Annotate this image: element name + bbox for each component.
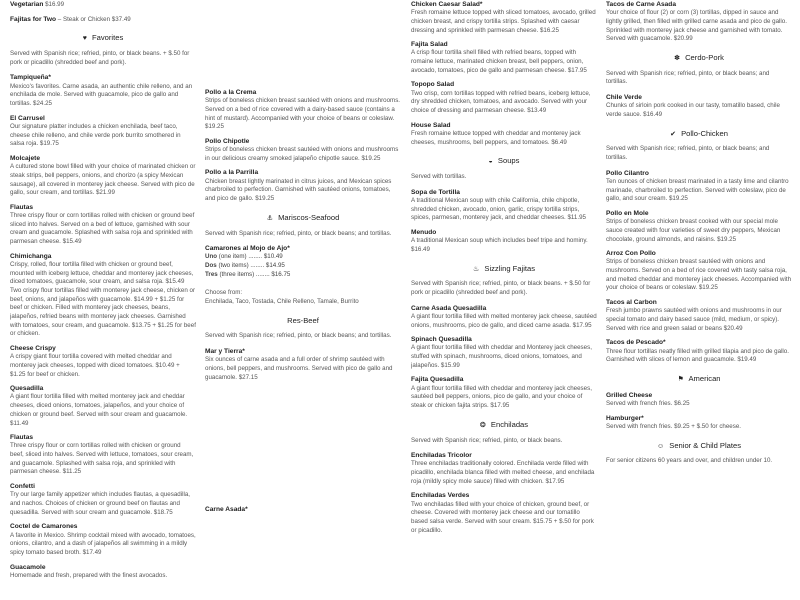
- item-name: Fajita Salad: [411, 41, 448, 49]
- pig-icon: ✽: [674, 54, 680, 62]
- item-name: Tacos de Carne Asada: [606, 1, 676, 8]
- item-name: Pollo Chipotle: [205, 137, 250, 145]
- item-desc: Ten ounces of chicken breast marinated in a tasty lime and cilantro marinade, charbroiled to perfection. Served with coleslaw, pico de gallo, and sour cream. $19.25: [606, 177, 789, 203]
- item-desc: Try our large family appetizer which includes flautas, a quesadilla, and nachos. Choices of chicken or ground beef on flautas and quesadilla. Served with sour cream and guacamole. $18.75: [10, 491, 190, 516]
- section-header-pollo: [606, 129, 792, 140]
- item-name: Pollo Cilantro: [606, 169, 649, 177]
- item-name: Grilled Cheese: [606, 391, 653, 399]
- section-header-enchiladas: [411, 420, 597, 431]
- item-name: Carne Asada*: [205, 506, 248, 514]
- item-name: Pollo a la Crema: [205, 89, 257, 96]
- item-name: Fajitas for Two: [10, 15, 57, 23]
- bowl-icon: ◒: [488, 158, 493, 166]
- item-desc: Crispy, rolled, flour tortilla filled with chicken or ground beef, mounted with iceberg lettuce, cheddar and monterey jack cheeses, diced tomatoes, guacamole, sour cream, and salsa roja. $15.49 Two crispy flour tortillas filled with monterey jack cheese, chicken or beef, onions, and jalapeños with guacamole. $14.99 + $1.25 for beef or chicken. Filled with monterey jack cheeses, beans, jalapeños, refried beans with monterey jack cheeses. Garnished with tomatoes, sour cream, and guacamole. $13.75 + $1.25 for beef or chicken.: [10, 260, 196, 338]
- check-icon: ✔: [670, 130, 676, 138]
- item-desc: A crispy giant flour tortilla covered with melted cheddar and monterey jack cheeses, topped with diced tomatoes. $10.49 + $1.25 for beef or chicken.: [10, 353, 180, 378]
- item-name: Chimichanga: [10, 252, 52, 260]
- menu-column-4: [606, 0, 792, 600]
- item-desc: Our signature platter includes a chicken enchilada, beef taco, cheese chile relleno, and chile verde pork burrito smothered in salsa roja. $19.75: [10, 122, 181, 148]
- section-header-mariscos: [205, 213, 401, 224]
- item-desc: Three flour tortillas neatly filled with grilled tilapia and pico de gallo. Garnished with slices of lemon and guacamole. $19.49: [606, 347, 789, 364]
- section-note: For senior citizens 60 years and over, and children under 10.: [606, 457, 773, 465]
- section-header-american: [606, 374, 792, 385]
- menu-column-2: [205, 0, 401, 600]
- menu-item: [205, 244, 401, 307]
- item-name: Coctel de Camarones: [10, 523, 78, 531]
- item-desc: Three enchiladas traditionally colored. Enchilada verde filled with picadillo, enchilada blanca filled with melted cheese, and enchilada roja (mildly spicy mole sauce) filled with chicken. $17.95: [411, 460, 595, 485]
- anchor-icon: ⚓: [266, 214, 273, 222]
- item-name: Pollo en Mole: [606, 209, 649, 217]
- item-desc: A crisp flour tortilla shell filled with refried beans, topped with romaine lettuce, marinated chicken breast, bell peppers, onion, avocado, tomatoes, pico de gallo and parmesan cheese. $17.95: [411, 49, 587, 74]
- section-note: Served with Spanish rice; refried, pinto, or black beans. + $.50 for pork or picadillo (shredded beef and pork).: [10, 50, 190, 66]
- item-desc: A cultured stone bowl filled with your choice of marinated chicken or steak strips, bell peppers, onions, and chorizo (a spicy Mexican sausage), all covered in monterey jack cheese. Served with pico de gallo, sour cream, and tortillas. $21.99: [10, 163, 196, 197]
- flag-icon: ⚑: [677, 375, 684, 383]
- item-name: Tacos de Pescado*: [606, 339, 666, 347]
- item-name: Fajita Quesadilla: [411, 376, 464, 384]
- item-desc: Homemade and fresh, prepared with the finest avocados.: [10, 571, 168, 579]
- flame-icon: ♨: [472, 265, 480, 273]
- item-name: Hamburger*: [606, 414, 644, 422]
- section-title: Sizzling Fajitas: [484, 263, 536, 273]
- item-desc: Fresh romaine lettuce topped with cheddar and monterey jack cheeses, mushrooms, bell peppers, and tomatoes. $6.49: [411, 129, 581, 146]
- item-desc: Strips of boneless chicken breast sautéed with onions and mushrooms. Served on a bed of rice covered with a dairy-based sauce (contains a hint of mustard). Accompanied with your choice of beans or coleslaw. $19.25: [205, 97, 401, 131]
- section-header-sizzling-fajitas: [411, 264, 597, 275]
- item-name: Mar y Tierra*: [205, 348, 245, 356]
- item-desc: Served with french fries. $9.25 + $.50 for cheese.: [606, 422, 741, 430]
- menu-item: Fajitas for Two – Steak or Chicken $37.49: [10, 15, 131, 23]
- item-desc: A traditional Mexican soup with chile California, chile chipotle, shredded chicken, avocado, onion, garlic, crispy tortilla strips, spices, parmesan, monterey jack, and cheddar cheeses. $11.95: [411, 196, 586, 222]
- section-title: Enchiladas: [490, 419, 529, 429]
- item-desc: Two crisp, corn tortillas topped with refried beans, iceberg lettuce, dry shredded chicken, tomatoes, and avocado. Served with your choice of dressing and parmesan cheese. $13.49: [411, 89, 591, 115]
- item-name: Confetti: [10, 483, 35, 491]
- item-desc: A giant flour tortilla filled with cheddar and monterey jack cheeses, sautéed bell peppers, onions, pico de gallo, and your choice of steak or chicken fajita strips. $17.95: [411, 384, 592, 410]
- item-name: Cheese Crispy: [10, 345, 56, 353]
- item-name: Molcajete: [10, 154, 41, 162]
- section-note: Served with Spanish rice; refried, pinto, or black beans; and tortillas.: [205, 229, 392, 237]
- section-note: Served with Spanish rice; refried, pinto, or black beans; and tortillas.: [205, 332, 392, 340]
- item-name: Spinach Quesadilla: [411, 336, 472, 344]
- item-desc: Steak or Chicken $37.49: [62, 15, 131, 23]
- item-name: Carne Asada Quesadilla: [411, 304, 487, 312]
- section-title: Res-Beef: [287, 315, 319, 325]
- heart-icon: ♥: [82, 35, 87, 43]
- item-desc: Three crispy flour or corn tortillas rolled with chicken or ground beef sliced into halves. Served on a bed of lettuce, garnished with sour cream and guacamole. Splashed with salsa roja and sprinkled with parmesan cheese. $15.49: [10, 212, 195, 246]
- section-header-soups: [411, 156, 597, 167]
- menu-column-3: [411, 0, 597, 600]
- item-desc: Two enchiladas filled with your choice of chicken, ground beef, or cheese. Covered with monterey jack cheese and our tomatillo based salsa verde. Served with sour cream. $15.75 + $.50 for pork or picadillo.: [411, 500, 594, 534]
- item-desc: Fresh romaine lettuce topped with sliced tomatoes, avocado, grilled chicken breast, and crispy tortilla strips. Splashed with caesar dressing and sprinkled with parmesan cheese. $16.25: [411, 9, 596, 34]
- item-desc: Fresh jumbo prawns sautéed with onions and mushrooms in our special tomato and dairy based sauce (mild, medium, or spicy). Served with rice and green salad or beans $20.49: [606, 307, 782, 332]
- item-desc: Your choice of flour (2) or corn (3) tortillas, dipped in sauce and lightly grilled, then filled with grilled carne asada and pico de gallo. Sprinkled with monterey jack cheese and garnished with tomato. Served with guacamole. $20.99: [606, 9, 787, 43]
- item-desc: Strips of boneless chicken breast sautéed with onions and mushrooms in our delicious creamy smoked jalapeño chipotle sauce. $19.25: [205, 146, 399, 162]
- item-name: Chile Verde: [606, 94, 642, 102]
- item-desc: Mexico's favorites. Carne asada, an authentic chile relleno, and an enchilada de mole. Served with guacamole, pico de gallo and tortillas. $24.25: [10, 82, 193, 108]
- section-title: Pollo-Chicken: [681, 128, 728, 138]
- item-name: House Salad: [411, 121, 451, 129]
- choose-label: Choose from:: [205, 289, 243, 297]
- item-name: El Carrusel: [10, 114, 45, 122]
- section-title: Cerdo-Pork: [685, 52, 724, 62]
- item-desc: Strips of boneless chicken breast sautéed with onions and mushrooms. Served on a bed of rice covered with tasty salsa roja, and melted cheddar and monterey jack cheeses. Accompanied with your choice of beans or coleslaw. $19.25: [606, 258, 792, 292]
- item-name: Camarones al Mojo de Ajo*: [205, 245, 290, 253]
- section-header-cerdo: [606, 53, 792, 64]
- item-desc: A giant flour tortilla filled with melted monterey jack cheese, sautéed onions, mushrooms, pico de gallo, and diced carne asada. $17.95: [411, 312, 597, 329]
- item-name: Sopa de Tortilla: [411, 188, 460, 196]
- item-desc: Strips of boneless chicken breast cooked with our special mole sauce created with four varieties of sweet dry peppers, Mexican chocolate, ground almonds, and raisins. $19.25: [606, 218, 781, 243]
- menu-column-1: [10, 0, 196, 600]
- menu-item: [10, 0, 196, 10]
- item-desc: Chicken breast lightly marinated in citrus juices, and Mexican spices charbroiled to perfection. Garnished with sautéed onions, tomatoes, and pico de gallo. $19.25: [205, 177, 392, 203]
- item-name: Flautas: [10, 203, 34, 211]
- section-header-senior-child: [606, 441, 792, 452]
- item-name: Quesadilla: [10, 385, 44, 393]
- item-name: Guacamole: [10, 563, 46, 571]
- item-desc: Served with french fries. $6.25: [606, 399, 690, 407]
- section-title: Soups: [497, 156, 520, 166]
- item-desc: Three crispy flour or corn tortillas rolled with chicken or ground beef, sliced into halves. Served with lettuce, tomatoes, sour cream, and guacamole. Splashed with salsa roja, and sprinkled with parmesan cheese. $11.25: [10, 442, 194, 476]
- item-name: Enchiladas Tricolor: [411, 452, 472, 460]
- section-note: Served with Spanish rice; refried, pinto, or black beans.: [411, 436, 563, 444]
- section-title: American: [688, 373, 721, 383]
- section-note: Served with tortillas.: [411, 173, 467, 181]
- section-title: Mariscos-Seafood: [278, 212, 340, 222]
- section-note: Served with Spanish rice; refried, pinto, or black beans; and tortillas.: [606, 69, 770, 86]
- size-list: Uno (one item) ........ $10.49 Dos (two items) ........ $14.95 Tres (three items) ........ $16.75: [205, 253, 291, 278]
- item-price: $16.99: [45, 1, 65, 8]
- section-title: Senior & Child Plates: [669, 440, 742, 450]
- item-name: Arroz Con Pollo: [606, 250, 656, 258]
- item-name: Chicken Caesar Salad*: [411, 1, 483, 8]
- person-icon: ☺: [656, 442, 665, 450]
- item-desc: Six ounces of carne asada and a full order of shrimp sautéed with onions, bell peppers, and mushrooms. Served with pico de gallo and guacamole. $27.15: [205, 356, 393, 381]
- item-desc: A giant flour tortilla filled with cheddar and Monterey jack cheeses, stuffed with spinach, mushrooms, diced onions, tomatoes, and jalapeños. $15.99: [411, 344, 592, 369]
- section-header-favorites: [10, 33, 196, 44]
- section-note: Served with Spanish rice; refried, pinto, or black beans; and tortillas.: [606, 145, 770, 162]
- choose-list: Enchilada, Taco, Tostada, Chile Relleno, Tamale, Burrito: [205, 298, 359, 306]
- section-note: Served with Spanish rice; refried, pinto, or black beans. + $.50 for pork or picadillo (shredded beef and pork).: [411, 280, 591, 296]
- item-name: Topopo Salad: [411, 81, 455, 89]
- item-name: Tampiqueña*: [10, 74, 51, 82]
- item-name: Vegetarian: [10, 1, 44, 8]
- item-name: Menudo: [411, 228, 437, 236]
- item-desc: A traditional Mexican soup which includes beef tripe and hominy. $16.49: [411, 237, 588, 253]
- item-name: Flautas: [10, 434, 34, 442]
- item-name: Pollo a la Parrilla: [205, 169, 259, 177]
- enchilada-icon: ❂: [479, 421, 486, 429]
- section-header-res-beef: [205, 316, 401, 327]
- section-title: Favorites: [92, 33, 124, 43]
- item-desc: A favorite in Mexico. Shrimp cocktail mixed with avocado, tomatoes, onions, cilantro, and a dash of jalapeños all swimming in a mildly spicy tomato based broth. $17.49: [10, 531, 196, 556]
- item-name: Enchiladas Verdes: [411, 492, 470, 500]
- item-desc: A giant flour tortilla filled with melted monterey jack and cheddar cheeses, diced onions, tomatoes, jalapeños, and your choice of chicken or ground beef. Served with sour cream and guacamole. $11.49: [10, 393, 188, 427]
- item-name: Tacos al Carbon: [606, 299, 657, 307]
- item-desc: Chunks of sirloin pork cooked in our tasty, tomatillo based, chile verde sauce. $16.49: [606, 102, 780, 118]
